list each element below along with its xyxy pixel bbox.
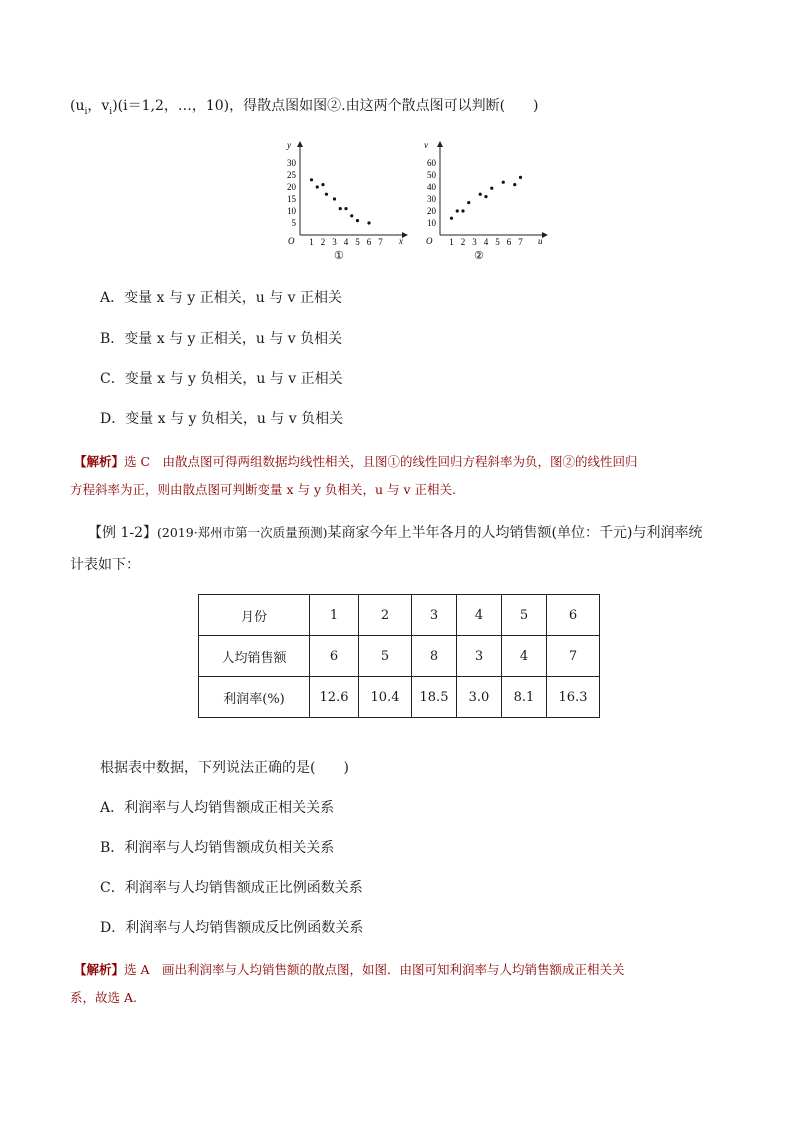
scatter-point [350,214,353,217]
table-cell: 月份 [199,595,310,636]
scatter-point [367,221,370,224]
table-cell: 6 [547,595,600,636]
answer-2-line-2: 系，故选 A. [70,990,137,1005]
question-2-prompt: 根据表中数据，下列说法正确的是( ) [100,760,349,776]
q1-option-d: D．变量 x 与 y 负相关，u 与 v 负相关 [100,411,344,427]
q2-option-b: B．利润率与人均销售额成负相关关系 [100,840,335,856]
question-1-stem: ($u_i$，$v_i)(i=1,2$，…，10)，得散点图如图②.由这两个散点图可以判断( ) [70,98,539,117]
x-tick-label: 6 [366,237,372,247]
v-axis-label: v [424,140,428,150]
scatter-point [513,183,516,186]
q2-option-d: D．利润率与人均销售额成反比例函数关系 [100,920,364,936]
y-tick-label: 10 [287,206,296,216]
y-tick-label: 50 [427,170,436,180]
x-tick-label: 4 [343,237,349,247]
origin-label: O [426,236,433,246]
table-row [199,677,600,718]
x-tick-label: 2 [460,237,466,247]
x-tick-label: 4 [483,237,489,247]
scatter-point [310,178,313,181]
table-cell: 7 [547,636,600,677]
x-tick-label: 2 [320,237,326,247]
table-cell: 8.1 [502,677,547,718]
table-cell: 18.5 [412,677,457,718]
scatter-point [325,193,328,196]
table-cell: 3 [412,595,457,636]
table-cell: 8 [412,636,457,677]
table-cell: 12.6 [310,677,359,718]
scatter-point [316,185,319,188]
y-tick-label: 30 [287,158,296,168]
y-tick-label: 20 [427,206,436,216]
table-cell: 5 [359,636,412,677]
scatter-point [461,209,464,212]
table-cell: 1 [310,595,359,636]
x-axis-label: x [399,236,403,246]
scatter-point [321,183,324,186]
x-tick-label: 1 [449,237,454,247]
scatter-point [519,176,522,179]
question-source: (2019·郑州市第一次质量预测) [157,525,328,540]
figure-1-label: ① [334,250,344,262]
scatter-point [450,217,453,220]
scatter-point [333,197,336,200]
x-tick-label: 5 [355,237,360,247]
scatter-plot-2 [424,140,545,262]
x-tick-label: 3 [332,237,337,247]
table-cell: 人均销售额 [199,636,310,677]
q2-option-c: C．利润率与人均销售额成正比例函数关系 [100,880,363,896]
answer-1-line-2: 方程斜率为正，则由散点图可判断变量 x 与 y 负相关，u 与 v 正相关. [70,482,457,497]
table-cell: 3.0 [457,677,502,718]
scatter-point [490,187,493,190]
scatter-plot-1 [286,140,405,262]
q1-option-b: B．变量 x 与 y 正相关，u 与 v 负相关 [100,331,343,347]
table-cell: 6 [310,636,359,677]
figure-2-label: ② [474,250,484,262]
y-tick-label: 10 [427,218,436,228]
scatter-point [484,195,487,198]
x-tick-label: 3 [472,237,477,247]
q1-option-a: A．变量 x 与 y 正相关，u 与 v 正相关 [100,290,342,306]
x-tick-label: 6 [506,237,512,247]
table-cell: 4 [457,595,502,636]
scatter-point [456,209,459,212]
x-tick-label: 7 [518,237,523,247]
y-tick-label: 30 [427,194,436,204]
table-row [199,636,600,677]
table-cell: 利润率(%) [199,677,310,718]
x-tick-label: 7 [378,237,383,247]
y-axis-label: y [287,140,291,150]
y-tick-label: 20 [287,182,296,192]
answer-tag: 【解析】 [74,962,125,977]
y-tick-label: 25 [287,170,296,180]
y-tick-label: 60 [427,158,436,168]
q2-option-a: A．利润率与人均销售额成正相关关系 [100,800,335,816]
scatter-point [356,219,359,222]
x-tick-label: 5 [495,237,500,247]
y-tick-label: 40 [427,182,436,192]
x-tick-label: 1 [309,237,314,247]
table-row [199,595,600,636]
y-tick-label: 5 [291,218,296,228]
sales-profit-table [198,594,600,718]
answer-2-line-1: 【解析】选 A 画出利润率与人均销售额的散点图，如图．由图可知利润率与人均销售额成正相关关 [74,962,625,977]
table-cell: 10.4 [359,677,412,718]
table-cell: 5 [502,595,547,636]
table-cell: 4 [502,636,547,677]
answer-1-line-1: 【解析】选 C 由散点图可得两组数据均线性相关，且图①的线性回归方程斜率为负，图②的线性回归 [74,454,638,469]
scatter-point [502,181,505,184]
scatter-svg [270,140,560,265]
scatter-point [479,193,482,196]
q1-option-c: C．变量 x 与 y 负相关，u 与 v 正相关 [100,371,343,387]
scatter-point [467,201,470,204]
table-cell: 3 [457,636,502,677]
example-tag: 【例 1-2】 [88,525,157,541]
question-2-line-2: 计表如下： [70,557,140,573]
y-tick-label: 15 [287,194,296,204]
table-cell: 2 [359,595,412,636]
scatter-point [344,207,347,210]
scatter-point [339,207,342,210]
question-2-line-1: 【例 1-2】(2019·郑州市第一次质量预测)某商家今年上半年各月的人均销售额(单位：千元)与利润率统 [88,525,703,541]
table-cell: 16.3 [547,677,600,718]
scatter-figures [270,140,560,269]
u-axis-label: u [538,236,543,246]
answer-tag: 【解析】 [74,454,125,469]
origin-label: O [288,236,295,246]
